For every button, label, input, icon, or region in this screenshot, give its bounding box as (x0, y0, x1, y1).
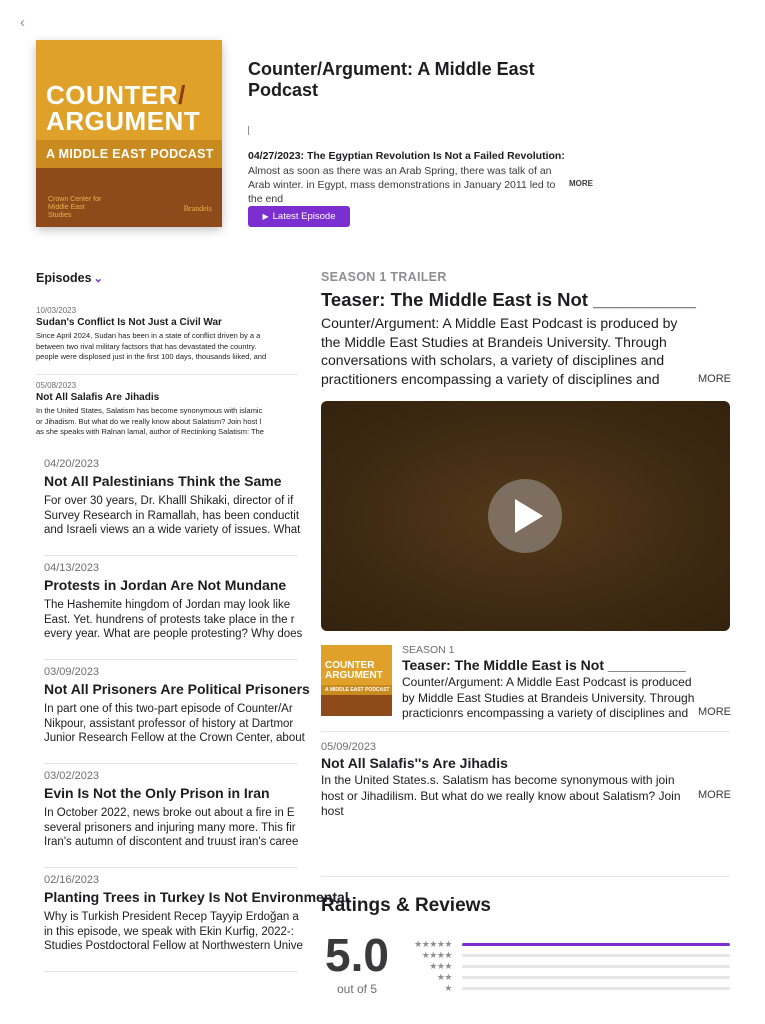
rating-bar-track (462, 943, 730, 946)
cover-subtitle: A MIDDLE EAST PODCAST (36, 140, 222, 168)
featured-episode-more-link[interactable]: MORE (698, 789, 731, 801)
episode-list-small (36, 300, 298, 450)
star-icons: ★★★ (429, 961, 452, 971)
rating-bar-track (462, 954, 730, 957)
episode-item[interactable] (44, 660, 310, 764)
episode-description-line: or Jihadism. But what do we really know about Salatism? Join host l (36, 416, 262, 426)
episode-title: Planting Trees in Turkey Is Not Environmental (44, 889, 349, 905)
thumbnail-title-line1: COUNTER (325, 660, 375, 671)
trailer-more-link[interactable]: MORE (698, 373, 731, 385)
episode-description-line: several prisoners and injuring many more. This fir (44, 821, 296, 834)
latest-episode-description: Almost as soon as there was an Arab Spring, there was talk of an Arab winter. in Egypt, mass demonstrations in January 2011 led to the end (248, 165, 556, 205)
episode-date: 02/16/2023 (44, 874, 100, 886)
back-chevron-icon[interactable]: ‹ (20, 14, 25, 31)
episode-description-line: and Israeli views an a wide variety of issues. What (44, 524, 301, 536)
cover-slash: / (178, 80, 186, 110)
season-episode-more-link[interactable]: MORE (698, 706, 731, 718)
divider (321, 876, 730, 877)
episode-description-line: people were displosed just in the first 100 days, thousands liiked, and (36, 352, 267, 361)
episode-description-line: In the United States, Salatism has become synonymous with islamic (36, 406, 263, 415)
episode-title: Protests in Jordan Are Not Mundane (44, 577, 287, 593)
episode-date: 03/09/2023 (44, 666, 100, 678)
divider (321, 731, 730, 732)
rating-score: 5.0 (325, 929, 389, 981)
episode-description-line: Since April 2024, Sudan has been in a state of conflict driven by a a (36, 331, 261, 340)
thumbnail-subtitle: A MIDDLE EAST PODCAST (321, 685, 392, 695)
rating-distribution (402, 939, 730, 994)
season-episode-title[interactable]: Teaser: The Middle East is Not __________ (402, 657, 686, 673)
episodes-label: Episodes (36, 271, 92, 285)
episode-title: Evin Is Not the Only Prison in Iran (44, 785, 270, 801)
rating-row-5 (402, 939, 730, 950)
episode-thumbnail[interactable] (321, 645, 392, 716)
brandeis-logo: Brandeis (183, 204, 212, 213)
episode-item[interactable] (44, 764, 298, 868)
ratings-reviews-title: Ratings & Reviews (321, 895, 491, 916)
thumbnail-title-line2: ARGUMENT (325, 670, 383, 681)
episode-item[interactable] (36, 300, 298, 375)
trailer-title[interactable]: Teaser: The Middle East is Not __________ (321, 289, 696, 310)
play-icon: ▶ (262, 212, 269, 221)
episode-item[interactable] (44, 452, 301, 556)
latest-episode-title[interactable]: 04/27/2023: The Egyptian Revolution Is Not a Failed Revolution: (248, 150, 565, 162)
episode-description-line: Iran's autumn of discontent and truust iran's caree (44, 836, 299, 848)
rating-row-3 (402, 961, 730, 972)
episode-date: 04/20/2023 (44, 458, 100, 470)
episode-description-line: Survey Research in Ramallah, has been conductit (44, 509, 300, 522)
episode-description-line: Studies Postdoctoral Fellow at Northwestern Unive (44, 940, 303, 952)
cover-title-line2: ARGUMENT (46, 106, 201, 136)
episode-date: 04/13/2023 (44, 562, 100, 574)
rating-out-of: out of 5 (336, 982, 378, 996)
rating-bar-track (462, 976, 730, 979)
star-icons: ★★ (436, 972, 452, 982)
cover-footer (36, 168, 222, 227)
episode-title: Not All Palestinians Think the Same (44, 473, 282, 489)
rating-bar-track (462, 965, 730, 968)
cover-title-block (36, 40, 222, 140)
chevron-down-icon: ⌄ (93, 273, 103, 285)
episode-date: 10/03/2023 (36, 306, 77, 315)
season-episode-description: Counter/Argument: A Middle East Podcast is produced by Middle East Studies at Brandeis University. Through practicionrs encompassing a variety of disciplines and (402, 675, 695, 720)
episode-item[interactable] (36, 375, 298, 450)
thumbnail-footer (321, 695, 392, 716)
episodes-dropdown[interactable] (36, 271, 103, 285)
trailer-season-label: SEASON 1 TRAILER (321, 270, 447, 284)
podcast-title: Counter/Argument: A Middle East Podcast (248, 59, 535, 100)
episode-description-line: between two rival military factsors that has devastated the country. (36, 341, 257, 351)
rating-bar-track (462, 987, 730, 990)
star-icons: ★★★★★ (414, 939, 452, 949)
star-icons: ★ (444, 983, 452, 993)
episode-title: Sudan's Conflict Is Not Just a Civil War (36, 317, 222, 328)
episode-description-line: For over 30 years, Dr. Khalll Shikaki, director of if (44, 495, 294, 507)
play-icon[interactable] (488, 479, 562, 553)
episode-date: 03/02/2023 (44, 770, 100, 782)
latest-more-link[interactable]: MORE (569, 179, 593, 188)
featured-episode-date: 05/09/2023 (321, 741, 377, 753)
episode-description-line: Nikpour, assistant professor of history at Dartmor (44, 717, 294, 730)
episode-description-line: In part one of this two-part episode of Counter/Ar (44, 703, 293, 715)
episode-title: Not All Salafis Are Jihadis (36, 392, 160, 403)
episode-description-line: Why is Turkish President Recep Tayyip Erdoğan a (44, 911, 299, 923)
rating-bar-fill (462, 943, 730, 946)
episode-date: 05/08/2023 (36, 381, 77, 390)
rating-row-4 (402, 950, 730, 961)
latest-episode-button-label: Latest Episode (272, 211, 336, 222)
episode-description-line: East. Yet. hundrens of protests take place in the r (44, 613, 295, 626)
episode-description-line: Junior Research Fellow at the Crown Center, about (44, 732, 305, 744)
rating-row-2 (402, 972, 730, 983)
episode-description-line: as she speaks with Ralnan lamal, author of Rectinking Salatism: The (36, 427, 264, 436)
featured-episode-description: In the United States.s. Salatism has become synonymous with join host or Jihadilism. But what do we really know about Salatism? Join host (321, 773, 681, 818)
episode-title: Not All Prisoners Are Political Prisoners (44, 681, 310, 697)
episode-description-line: in this episode, we speak with Ekin Kurfig, 2022-: (44, 925, 294, 938)
featured-episode-title[interactable]: Not All Salafis''s Are Jihadis (321, 755, 508, 771)
cover-title-line1: COUNTER (46, 80, 179, 110)
star-icons: ★★★★ (421, 950, 452, 960)
episode-description-line: The Hashemite hingdom of Jordan may look like (44, 599, 291, 611)
podcast-cover-art (36, 40, 222, 227)
season-label: SEASON 1 (402, 644, 455, 656)
trailer-video-player[interactable] (321, 401, 730, 631)
episode-description-line: every year. What are people protesting? Why does (44, 628, 303, 640)
episode-item[interactable] (44, 868, 349, 972)
trailer-description: Counter/Argument: A Middle East Podcast is produced by the Middle East Studies at Brandeis University. Through conversations with scholars, a variety of disciplines and practitioners encompassing a variety of disciplines and (321, 315, 678, 387)
episode-description-line: In October 2022, news broke out about a fire in E (44, 807, 295, 819)
latest-episode-button[interactable] (248, 206, 350, 227)
text-cursor (248, 126, 249, 135)
episode-item[interactable] (44, 556, 303, 660)
rating-row-1 (402, 983, 730, 994)
crown-center-logo: Crown Center for Middle East Studies (48, 196, 102, 219)
